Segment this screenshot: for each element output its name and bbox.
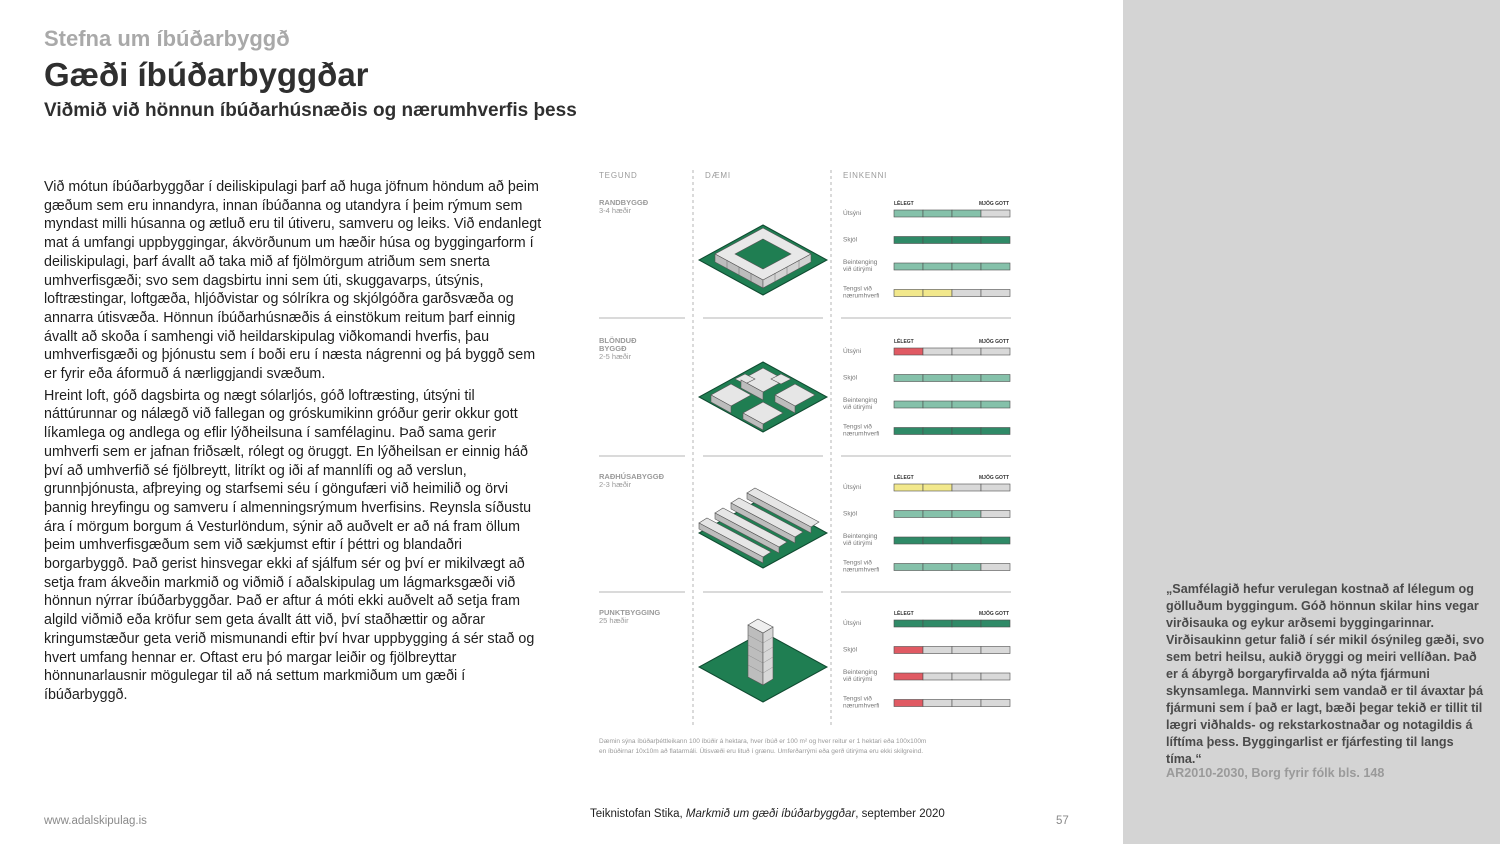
criterion-label: Beintenging við útirými [843,259,878,273]
mixed-development-illustration [699,362,827,432]
criterion-label: Tengsl við nærumhverfi [843,285,880,300]
rating-segment [923,263,952,270]
rating-segment [981,537,1010,544]
type-height: 3-4 hæðir [599,206,632,215]
rating-segment [923,620,952,627]
type-name: RAÐHÚSABYGGÐ [599,472,665,481]
pull-quote: „Samfélagið hefur verulegan kostnað af lélegum og gölluðum byggingum. Góð hönnun skilar hins vegar virðisauka og eykur arðsemi byggingarinnar. Virðisaukinn getur falið í sér mikil ósýnileg gæði, svo sem betri heilsu, aukið öryggi og meiri vellíðan. Það er á ábyrgð borgaryfirvalda að nýta fjármuni skynsamlega. Mannvirki sem vandað er til ávaxtar þá fjármuni sem í það er lagt, bæði þegar tekið er tillit til lægri viðhalds- og rekstarkostnaðar og notagildis á líftíma þess. Byggingarlist er fjárfesting til langs tíma.“ [1166,582,1485,766]
rating-segment [981,375,1010,382]
criterion-label: Beintenging við útirými [843,397,878,411]
perimeter-block-illustration [699,225,827,295]
rating-segment [952,673,981,680]
scale-low-label: LÉLEGT [894,611,914,617]
rating-segment [952,290,981,297]
rating-segment [952,401,981,408]
rating-segment [981,290,1010,297]
scale-low-label: LÉLEGT [894,475,914,481]
rating-segment [981,700,1010,707]
col-header-example: DÆMI [705,171,731,180]
rating-segment [923,428,952,435]
rating-segment [894,564,923,571]
rating-segment [894,290,923,297]
body-paragraph-1: Við mótun íbúðarbyggðar í deiliskipulagi þarf að huga jöfnum höndum að þeim gæðum sem eru innandyra, innan íbúðanna og utandyra í þeim rýmum sem myndast milli húsanna og ætluð eru til útiveru, samveru og leiks. Við endanlegt mat á umfangi uppbyggingar, ákvörðunum um hæðir húsa og byggingarform í deiliskipulagi, þarf ávallt að taka mið af fjölmörgum atriðum sem snerta umhverfisgæði; svo sem dagsbirtu inni sem úti, skuggavarps, útsýnis, loftræstingar, loftgæða, hljóðvistar og sólríkra og skjólgóðra garðsvæða og annarra útisvæða. Hönnun íbúðarhúsnæðis á einstökum reitum þarf einnig ávallt að skoða í samhengi við heildarskipulag viðkomandi hverfis, þau umhverfisgæði og þjónustu sem í boði eru í næsta nágrenni og þá byggð sem er fyrir eða áformuð á nærliggjandi svæðum. [44,179,542,383]
row-separators [599,318,1011,592]
page-number: 57 [1056,815,1069,827]
scale-low-label: LÉLEGT [894,201,914,207]
type-height: 2-3 hæðir [599,480,632,489]
criterion-label: Útsýni [843,620,862,627]
rating-segment [894,401,923,408]
rating-segment [894,237,923,244]
criterion-label: Skjól [843,374,858,382]
credit-title: Markmið um gæði íbúðarbyggðar [685,808,856,820]
criterion-label: Skjól [843,510,858,518]
scale-high-label: MJÖG GOTT [979,611,1009,617]
rating-segment [894,428,923,435]
rows-layer [599,198,1010,710]
type-name: RANDBYGGÐ [599,198,649,207]
rating-segment [894,537,923,544]
rating-segment [981,620,1010,627]
criterion-label: Beintenging við útirými [843,533,878,547]
scale-high-label: MJÖG GOTT [979,201,1009,207]
criterion-label: Útsýni [843,484,862,491]
scale-low-label: LÉLEGT [894,339,914,345]
housing-types-infographic [585,160,1025,760]
rating-segment [923,375,952,382]
rating-segment [894,348,923,355]
rating-segment [923,564,952,571]
body-paragraph-2: Hreint loft, góð dagsbirta og nægt sólarljós, góð loftræsting, útsýni til náttúrunnar og nálægð við fallegan og gróskumikinn gróður gerir okkur gott líkamlega og andlega og eflir lýðheilsuna í samfélaginu. Það sama gerir umhverfi sem er jafnan friðsælt, rólegt og öruggt. En lýðheilsan er einnig háð því að umhverfið sé fjölbreytt, litríkt og iði af mannlífi og að verslun, grunnþjónusta, afþreying og starfsemi séu í göngufæri við heimilið og örvi þannig hreyfingu og samveru í almenningsrýmum hverfisins. Reynsla síðustu ára í mörgum borgum á Vesturlöndum, sýnir að auðvelt er að ná fram öllum þeim umhverfisgæðum sem við sækjumst eftir í þéttri og blandaðri borgarbyggð. Það gerist hinsvegar ekki af sjálfum sér og því er mikilvægt að setja fram ákveðin markmið og viðmið í aðalskipulag um lágmarksgæði við hönnun nýrrar íbúðarbyggðar. Það er aftur á móti ekki auðvelt að setja fram algild viðmið eða kröfur sem geta ávallt átt við, því staðhættir og aðrar kringumstæður geta verið mismunandi eftir því hvar uppbygging á sér stað og hvert umfang hennar er. Oftast eru þó margar leiðir og fjölbreyttar hönnunarlausnir mögulegar til að ná settum markmiðum um gæði í íbúðarbyggð. [44,387,535,703]
rating-segment [923,290,952,297]
rating-segment [981,401,1010,408]
criterion-label: Útsýni [843,210,862,217]
rating-segment [923,484,952,491]
col-header-type: TEGUND [599,171,638,180]
rating-segment [952,237,981,244]
rating-segment [894,484,923,491]
rating-segment [923,210,952,217]
rating-segment [981,511,1010,518]
terraced-housing-illustration [699,488,827,568]
rating-segment [923,647,952,654]
scale-high-label: MJÖG GOTT [979,339,1009,345]
caption-line-1: Dæmin sýna íbúðarþéttleikann 100 íbúðir á hektara, hver íbúð er 100 m² og hver reitur er 1 hektari eða 100x100m [599,738,927,745]
infographic-svg [585,160,1025,760]
rating-segment [952,484,981,491]
rating-segment [894,673,923,680]
rating-segment [923,537,952,544]
criterion-label: Skjól [843,236,858,244]
rating-segment [894,511,923,518]
rating-segment [981,210,1010,217]
rating-segment [981,564,1010,571]
credit-suffix: , september 2020 [855,808,945,820]
caption-line-2: en íbúðirnar 10x10m að flatarmáli. Útisvæði eru lituð í grænu. Umferðarrými eða gerð útirýma eru ekki skilgreind. [599,748,924,755]
rating-segment [894,647,923,654]
rating-segment [894,375,923,382]
type-name: BLÖNDUÐ BYGGÐ [599,336,637,353]
rating-segment [952,210,981,217]
rating-segment [923,348,952,355]
rating-segment [923,401,952,408]
col-header-characteristics: EINKENNI [843,171,888,180]
page-title: Gæði íbúðarbyggðar [44,56,369,93]
quote-source: AR2010-2030, Borg fyrir fólk bls. 148 [1166,766,1385,780]
type-name: PUNKTBYGGING [599,608,661,617]
rating-segment [923,511,952,518]
rating-segment [981,348,1010,355]
rating-segment [952,620,981,627]
footer-credit [590,808,945,820]
scale-high-label: MJÖG GOTT [979,475,1009,481]
section-kicker: Stefna um íbúðarbyggð [44,26,290,51]
rating-segment [952,348,981,355]
criterion-label: Tengsl við nærumhverfi [843,559,880,574]
rating-segment [981,263,1010,270]
criterion-label: Útsýni [843,348,862,355]
criterion-label: Skjól [843,646,858,654]
rating-segment [894,700,923,707]
rating-segment [894,620,923,627]
rating-segment [923,673,952,680]
rating-segment [923,700,952,707]
rating-segment [952,647,981,654]
rating-segment [894,210,923,217]
criterion-label: Beintenging við útirými [843,669,878,683]
rating-segment [981,237,1010,244]
rating-segment [981,484,1010,491]
credit-prefix: Teiknistofan Stika, [590,808,686,820]
criterion-label: Tengsl við nærumhverfi [843,423,880,438]
rating-segment [952,700,981,707]
rating-segment [952,537,981,544]
rating-segment [952,375,981,382]
rating-segment [952,511,981,518]
body-text [44,178,544,708]
rating-segment [952,428,981,435]
rating-segment [981,428,1010,435]
rating-segment [894,263,923,270]
tower-illustration [699,619,827,702]
rating-segment [952,263,981,270]
criterion-label: Tengsl við nærumhverfi [843,695,880,710]
rating-segment [981,647,1010,654]
rating-segment [952,564,981,571]
type-height: 25 hæðir [599,616,629,625]
page-subtitle: Viðmið við hönnun íbúðarhúsnæðis og nærumhverfis þess [44,100,577,121]
footer-url[interactable]: www.adalskipulag.is [44,815,147,827]
type-height: 2-5 hæðir [599,352,632,361]
rating-segment [923,237,952,244]
rating-segment [981,673,1010,680]
